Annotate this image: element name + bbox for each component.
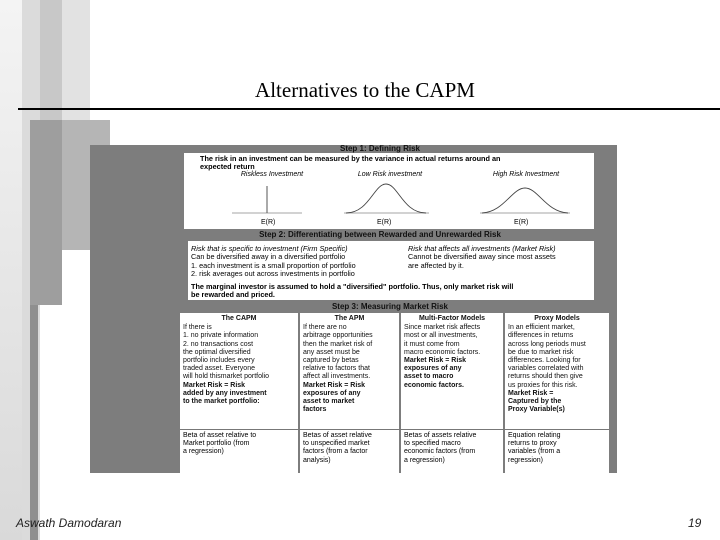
firm-specific-title: Risk that is specific to investment (Firm Specific)	[191, 244, 348, 253]
market-risk-line: are affected by it.	[408, 260, 464, 270]
dist-label-low-risk: Low Risk investment	[357, 171, 423, 178]
model-name: Multi-Factor Models	[418, 315, 486, 322]
model-text-line: Since market risk affects	[404, 324, 481, 332]
model-text-line: captured by betas	[303, 357, 359, 365]
high-risk-curve	[482, 188, 568, 213]
model-risk-line: Market Risk =	[508, 389, 554, 397]
model-name: The APM	[334, 315, 365, 322]
step2-header: Step 2: Differentiating between Rewarded and Unrewarded Risk	[259, 230, 501, 239]
er-label-high-risk: E(R)	[514, 219, 529, 226]
dist-label-riskless: Riskless Investment	[240, 171, 304, 178]
model-text-line: us proxies for this risk.	[508, 381, 578, 389]
measure-line: Betas of assets relative	[404, 432, 477, 439]
model-risk-line: asset to market	[303, 398, 355, 406]
model-text-line: differences. Looking for	[508, 357, 581, 365]
measure-row-divider	[180, 429, 609, 430]
title-divider	[18, 108, 720, 110]
model-text-line: If there are no	[303, 324, 347, 332]
step2-conclusion	[191, 283, 513, 300]
measure-line: economic factors (from	[404, 448, 476, 456]
market-risk-line: Cannot be diversified away since most assets	[408, 252, 556, 262]
measure-line: regression)	[508, 456, 544, 464]
measure-line: Equation relating	[508, 432, 561, 439]
model-text-line: most or all investments,	[404, 332, 478, 340]
footer-author: Aswath Damodaran	[16, 516, 122, 530]
model-text-line: variables correlated with	[508, 365, 584, 373]
measure-line: Beta of asset relative to	[183, 432, 257, 439]
model-risk-line: exposures of any	[404, 365, 462, 373]
decorative-block	[30, 305, 38, 540]
step2-conclusion-line1: The marginal investor is assumed to hold a "diversified" portfolio. Thus, only market risk will	[191, 282, 514, 291]
model-text-line: returns should then give	[508, 373, 583, 381]
model-name: The CAPM	[221, 315, 257, 322]
measure-line: returns to proxy	[508, 440, 557, 448]
model-text-line: 1. no private information	[183, 332, 259, 340]
low-risk-curve	[346, 184, 426, 213]
step3-header: Step 3: Measuring Market Risk	[331, 302, 449, 311]
step1-header: Step 1: Defining Risk	[339, 144, 420, 153]
measure-line: a regression)	[183, 448, 224, 456]
measure-line: factors (from a factor	[303, 448, 368, 456]
model-risk-line: Market Risk = Risk	[404, 357, 467, 365]
model-risk-line: Captured by the	[508, 398, 562, 406]
firm-specific-line: 2. risk averages out across investments in portfolio	[191, 269, 355, 279]
measure-apm	[300, 432, 405, 465]
measure-line: Market portfolio (from	[183, 440, 250, 448]
er-label-low-risk: E(R)	[377, 219, 392, 226]
model-text-line: then the market risk of	[303, 340, 373, 348]
model-risk-line: exposures of any	[303, 389, 361, 397]
measure-capm	[180, 432, 304, 457]
model-name: Proxy Models	[534, 315, 580, 322]
model-risk-line: Market Risk = Risk	[183, 381, 246, 389]
measure-line: Betas of asset relative	[303, 432, 372, 439]
er-label-riskless: E(R)	[261, 219, 276, 226]
step1-statement-line1: The risk in an investment can be measured by the variance in actual returns around an	[200, 154, 501, 163]
step2-conclusion-line2: be rewarded and priced.	[191, 290, 275, 300]
model-text-line: macro economic factors.	[404, 348, 481, 356]
firm-specific-line: Can be diversified away in a diversified portfolio	[191, 252, 346, 262]
measure-line: variables (from a	[508, 448, 561, 456]
step1-statement	[200, 155, 500, 172]
model-text-line: arbitrage opportunities	[303, 332, 373, 340]
model-risk-line: economic factors.	[404, 381, 464, 389]
model-text-line: traded asset. Everyone	[183, 365, 255, 373]
model-text-line: will hold thismarket portfolio	[183, 373, 269, 381]
model-risk-line: asset to macro	[404, 373, 454, 381]
measure-proxy	[505, 432, 615, 465]
distribution-curves	[184, 180, 594, 218]
model-text-line: relative to factors that	[303, 365, 370, 373]
decorative-block	[30, 120, 62, 305]
model-text-line: it must come from	[404, 340, 460, 348]
dist-label-high-risk: High Risk Investment	[492, 171, 560, 178]
model-risk-line: added by any investment	[183, 389, 267, 397]
decorative-bar	[0, 0, 22, 540]
model-text-line: affect all investments.	[303, 373, 371, 381]
slide-title: Alternatives to the CAPM	[255, 78, 475, 102]
model-text-line: be due to market risk	[508, 348, 574, 356]
model-risk-line: Market Risk = Risk	[303, 381, 366, 389]
model-risk-line: Proxy Variable(s)	[508, 406, 565, 414]
firm-specific-line: 1. each investment is a small proportion of portfolio	[191, 260, 356, 270]
model-text-line: In an efficient market,	[508, 324, 575, 332]
measure-line: a regression)	[404, 456, 445, 464]
market-risk-title: Risk that affects all investments (Market Risk)	[408, 244, 556, 253]
step2-right	[408, 245, 556, 270]
model-text-line: If there is	[183, 324, 212, 332]
measure-line: to unspecified market	[303, 440, 370, 448]
measure-multi-factor	[401, 432, 509, 465]
model-risk-line: to the market portfolio:	[183, 398, 260, 406]
measure-line: analysis)	[303, 456, 331, 464]
model-text-line: 2. no transactions cost	[183, 340, 254, 348]
step1-statement-line2: expected return	[200, 162, 255, 172]
model-text-line: across long periods must	[508, 340, 586, 348]
model-text-line: the optimal diversified	[183, 348, 251, 356]
model-text-line: portfolio includes every	[183, 357, 255, 365]
model-text-line: differences in returns	[508, 332, 574, 340]
model-text-line: any asset must be	[303, 348, 360, 356]
model-risk-line: factors	[303, 406, 327, 414]
page-number: 19	[688, 516, 702, 530]
step2-left	[191, 245, 356, 279]
measure-line: to specified macro	[404, 440, 461, 448]
